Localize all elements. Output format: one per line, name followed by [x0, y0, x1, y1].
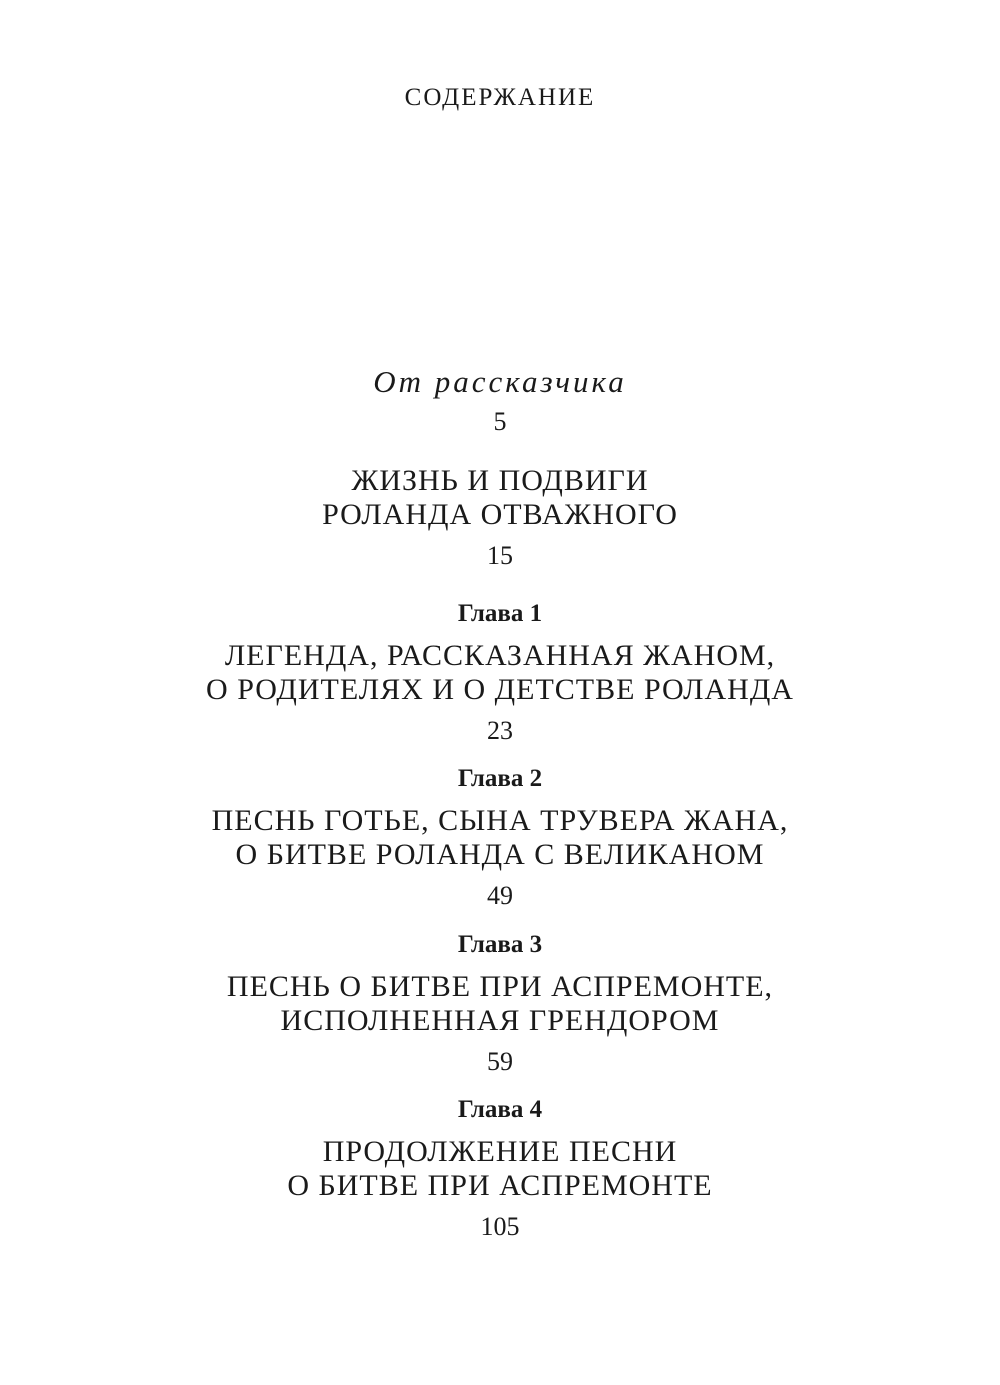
- toc-entry-chapter-4[interactable]: [0, 1093, 1000, 1245]
- chapter-label: Глава 4: [457, 1096, 543, 1123]
- entry-title: [0, 970, 1000, 1038]
- entry-title-line: ПЕСНЬ ГОТЬЕ, СЫНА ТРУВЕРА ЖАНА,: [211, 804, 789, 837]
- entry-title-line: ПРОДОЛЖЕНИЕ ПЕСНИ: [322, 1135, 678, 1168]
- toc-entry-intro[interactable]: [0, 362, 1000, 440]
- entry-page-number: 59: [487, 1047, 513, 1076]
- entry-page-number: 15: [487, 541, 513, 570]
- toc-entry-chapter-2[interactable]: [0, 762, 1000, 914]
- entry-title: От рассказчика: [373, 364, 627, 399]
- entry-page-number: 23: [487, 716, 513, 745]
- entry-title-line: РОЛАНДА ОТВАЖНОГО: [322, 498, 678, 531]
- entry-title-line: ЖИЗНЬ И ПОДВИГИ: [351, 464, 649, 497]
- entry-title: [0, 1135, 1000, 1203]
- chapter-label: Глава 1: [457, 600, 543, 627]
- toc-entry-chapter-1[interactable]: [0, 597, 1000, 749]
- entry-title-line: ПЕСНЬ О БИТВЕ ПРИ АСПРЕМОНТЕ,: [226, 970, 774, 1003]
- toc-entry-part[interactable]: [0, 464, 1000, 574]
- entry-title-line: ЛЕГЕНДА, РАССКАЗАННАЯ ЖАНОМ,: [224, 639, 776, 672]
- entry-page-number: 49: [487, 881, 513, 910]
- entry-page-number: 5: [493, 407, 507, 436]
- entry-title: [0, 639, 1000, 707]
- chapter-label: Глава 2: [457, 765, 543, 792]
- toc-entry-chapter-3[interactable]: [0, 928, 1000, 1080]
- entry-title: [0, 464, 1000, 532]
- chapter-label: Глава 3: [457, 931, 543, 958]
- entry-title-line: О БИТВЕ РОЛАНДА С ВЕЛИКАНОМ: [235, 838, 765, 871]
- entry-title-line: О РОДИТЕЛЯХ И О ДЕТСТВЕ РОЛАНДА: [206, 673, 794, 706]
- entry-title: [0, 804, 1000, 872]
- entry-title-line: ИСПОЛНЕННАЯ ГРЕНДОРОМ: [280, 1004, 720, 1037]
- entry-title-line: О БИТВЕ ПРИ АСПРЕМОНТЕ: [287, 1169, 713, 1202]
- entry-page-number: 105: [480, 1212, 520, 1241]
- page-title: СОДЕРЖАНИЕ: [404, 84, 596, 111]
